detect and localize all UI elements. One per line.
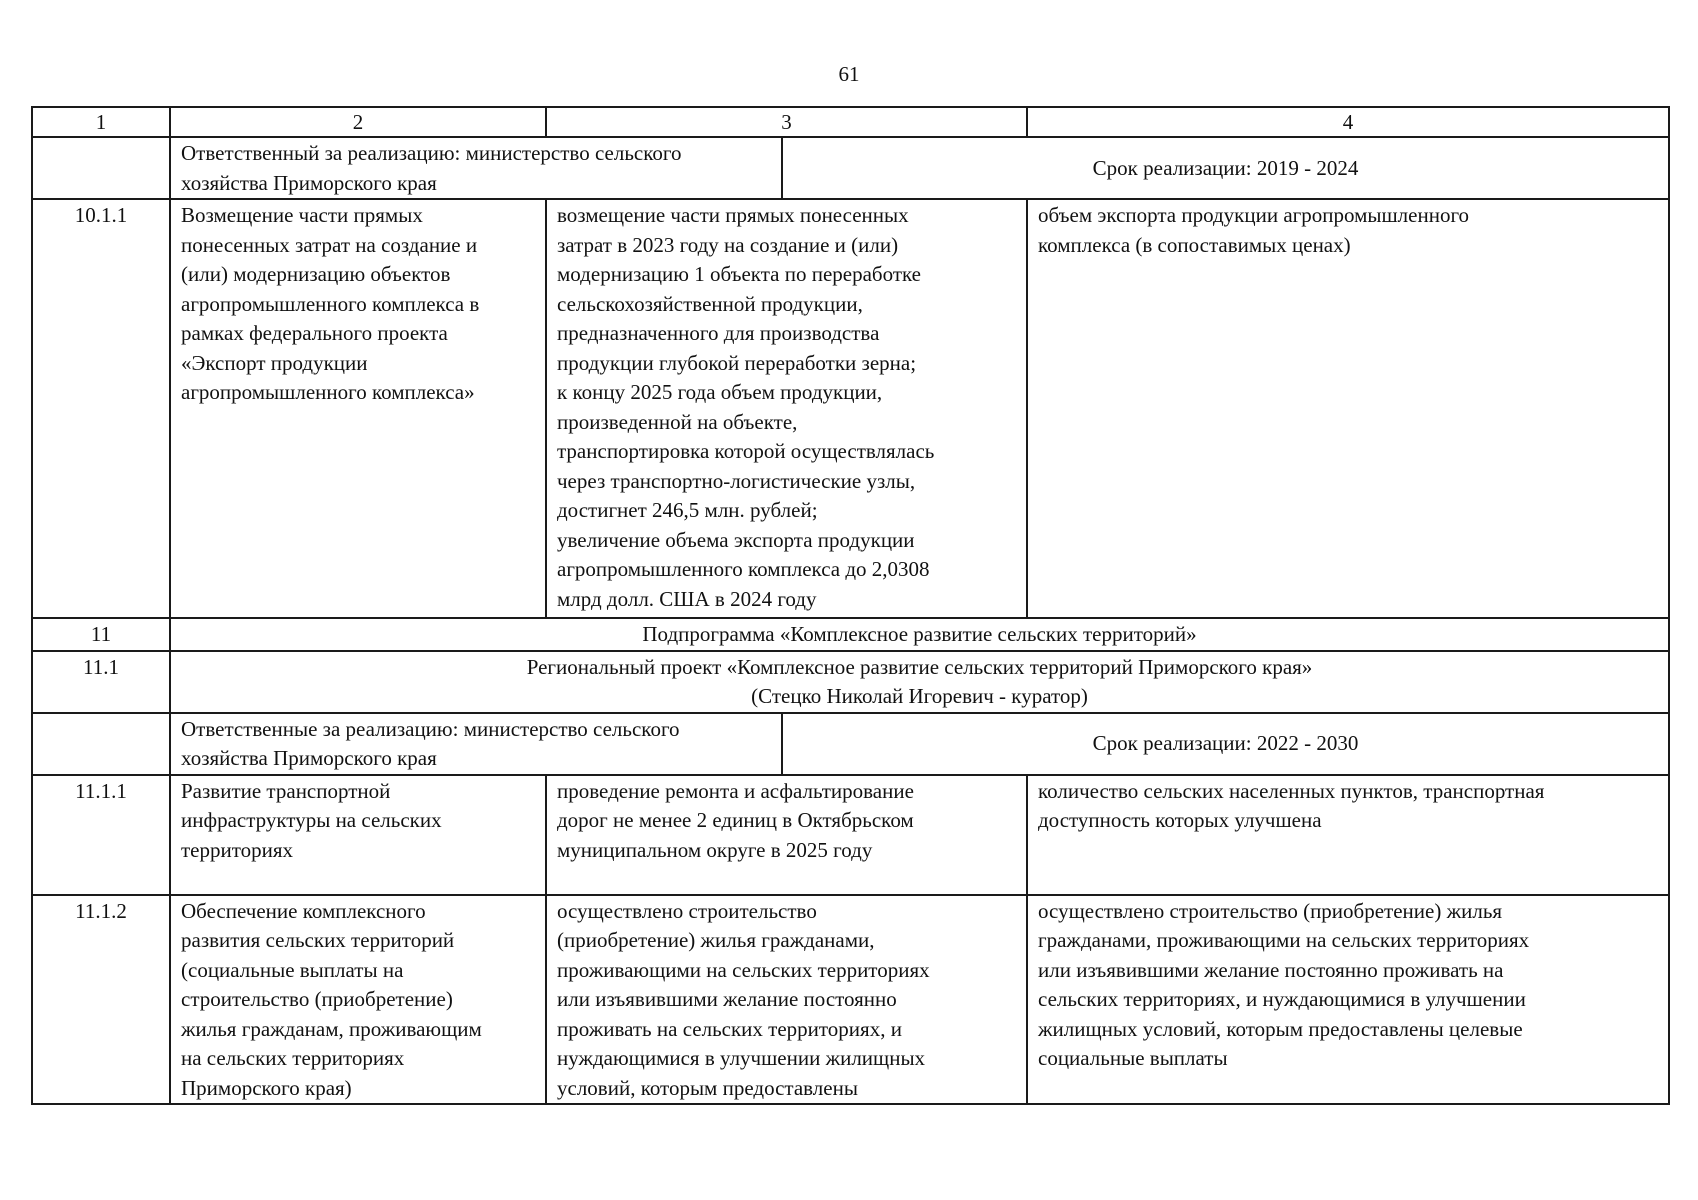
table-row-responsible-2 (32, 713, 1669, 775)
empty-cell (32, 137, 170, 199)
page-number: 61 (838, 62, 860, 86)
measure-name: Развитие транспортной инфраструктуры на сельских территориях (170, 775, 546, 895)
table-row-11 (32, 618, 1669, 651)
measures-table (31, 106, 1670, 1105)
subprogram-title: Подпрограмма «Комплексное развитие сельских территорий» (170, 618, 1669, 651)
regional-project-title: Региональный проект «Комплексное развитие сельских территорий Приморского края» (Стецко Николай Игоревич - куратор) (170, 651, 1669, 713)
deadline-text: Срок реализации: 2019 - 2024 (782, 137, 1669, 199)
header-col-1: 1 (32, 107, 170, 137)
measure-indicator: объем экспорта продукции агропромышленного комплекса (в сопоставимых ценах) (1027, 199, 1669, 618)
table-row-11-1-2 (32, 895, 1669, 1105)
table-row-11-1-1 (32, 775, 1669, 895)
measure-result: проведение ремонта и асфальтирование дорог не менее 2 единиц в Октябрьском муниципальном округе в 2025 году (546, 775, 1027, 895)
row-number: 11.1.1 (32, 775, 170, 895)
table-header-row (32, 107, 1669, 137)
measure-indicator: количество сельских населенных пунктов, транспортная доступность которых улучшена (1027, 775, 1669, 895)
row-number: 11.1 (32, 651, 170, 713)
measure-name: Возмещение части прямых понесенных затрат на создание и (или) модернизацию объектов агропромышленного комплекса в рамках федерального проекта «Экспорт продукции агропромышленного комплекса» (170, 199, 546, 618)
table-row-responsible-1 (32, 137, 1669, 199)
row-number: 10.1.1 (32, 199, 170, 618)
measure-result: возмещение части прямых понесенных затрат в 2023 году на создание и (или) модернизацию 1 объекта по переработке сельскохозяйственной продукции, предназначенного для производства продукции глубокой переработки зерна; к концу 2025 года объем продукции, произведенной на объекте, транспортировка которой осуществлялась через транспортно-логистические узлы, достигнет 246,5 млн. рублей; увеличение объема экспорта продукции агропромышленного комплекса до 2,0308 млрд долл. США в 2024 году (546, 199, 1027, 618)
row-number: 11.1.2 (32, 895, 170, 1105)
measure-indicator: осуществлено строительство (приобретение) жилья гражданами, проживающими на сельских территориях или изъявившими желание постоянно проживать на сельских территориях, и нуждающимися в улучшении жилищных условий, которым предоставлены целевые социальные выплаты (1027, 895, 1669, 1105)
header-col-4: 4 (1027, 107, 1669, 137)
responsible-text: Ответственный за реализацию: министерство сельского хозяйства Приморского края (170, 137, 782, 199)
measure-name: Обеспечение комплексного развития сельских территорий (социальные выплаты на строительство (приобретение) жилья гражданам, проживающим на сельских территориях Приморского края) (170, 895, 546, 1105)
responsible-text: Ответственные за реализацию: министерство сельского хозяйства Приморского края (170, 713, 782, 775)
header-col-3: 3 (546, 107, 1027, 137)
deadline-text: Срок реализации: 2022 - 2030 (782, 713, 1669, 775)
header-col-2: 2 (170, 107, 546, 137)
table-row-10-1-1 (32, 199, 1669, 618)
measure-result: осуществлено строительство (приобретение) жилья гражданами, проживающими на сельских территориях или изъявившими желание постоянно проживать на сельских территориях, и нуждающимися в улучшении жилищных условий, которым предоставлены (546, 895, 1027, 1105)
table-row-11-1 (32, 651, 1669, 713)
row-number: 11 (32, 618, 170, 651)
empty-cell (32, 713, 170, 775)
